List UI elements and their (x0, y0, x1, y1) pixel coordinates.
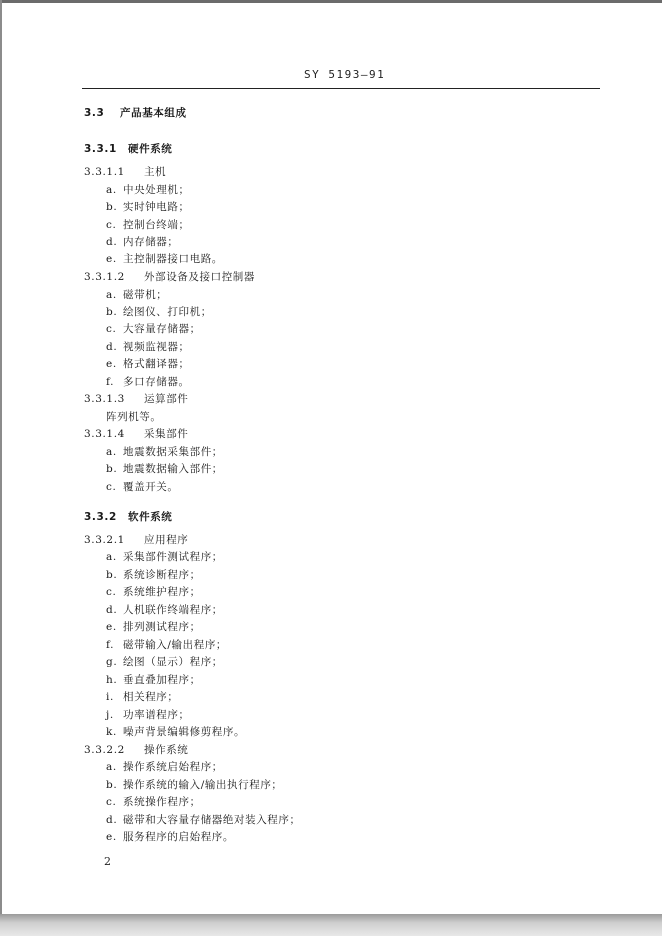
subsection-number: 3.3.1 (84, 143, 117, 155)
subsection-heading (84, 510, 172, 524)
list-letter: d. (106, 236, 118, 248)
list-item (106, 725, 245, 739)
clause-heading (84, 427, 188, 441)
list-letter: e. (106, 253, 117, 265)
list-text: 系统维护程序； (123, 586, 201, 598)
list-item (106, 585, 201, 599)
list-letter: b. (106, 463, 118, 475)
list-letter: f. (106, 376, 115, 388)
list-text: 排列测试程序； (123, 621, 201, 633)
list-letter: c. (106, 219, 117, 231)
list-text: 功率谱程序； (123, 709, 190, 721)
list-letter: h. (106, 674, 118, 686)
subsection-heading (84, 142, 172, 156)
clause-number: 3.3.2.2 (84, 744, 125, 756)
section-heading (84, 106, 187, 120)
clause-title: 运算部件 (144, 393, 189, 405)
list-text: 采集部件测试程序； (123, 551, 223, 563)
list-letter: j. (106, 709, 114, 721)
list-item (106, 655, 223, 669)
list-item (106, 183, 190, 197)
clause-title: 主机 (144, 166, 167, 178)
page-number: 2 (104, 855, 111, 868)
clause-number: 3.3.1.2 (84, 271, 125, 283)
list-text: 磁带输入/输出程序； (123, 639, 228, 651)
list-text: 绘图仪、打印机； (123, 306, 212, 318)
list-letter: e. (106, 831, 117, 843)
clause-heading (84, 270, 255, 284)
list-text: 操作系统的输入/输出执行程序； (123, 779, 283, 791)
list-text: 内存储器； (123, 236, 179, 248)
list-item (106, 445, 223, 459)
list-item (106, 252, 223, 266)
section-number: 3.3 (84, 107, 105, 119)
clause-heading (84, 533, 188, 547)
list-item (106, 550, 223, 564)
list-item (106, 357, 190, 371)
list-text: 主控制器接口电路。 (123, 253, 223, 265)
clause-number: 3.3.1.3 (84, 393, 125, 405)
clause-heading (84, 392, 188, 406)
list-letter: a. (106, 446, 117, 458)
clause-title: 外部设备及接口控制器 (144, 271, 255, 283)
list-letter: b. (106, 306, 118, 318)
list-item (106, 305, 212, 319)
list-item (106, 288, 167, 302)
list-text: 相关程序； (123, 691, 179, 703)
list-letter: e. (106, 358, 117, 370)
list-item (106, 795, 201, 809)
list-letter: a. (106, 761, 117, 773)
list-text: 覆盖开关。 (123, 481, 179, 493)
scan-edge-left (0, 0, 2, 914)
subsection-title: 软件系统 (128, 511, 173, 523)
standard-code-header: SY 5193—91 (304, 68, 386, 81)
section-title: 产品基本组成 (120, 107, 187, 119)
list-letter: k. (106, 726, 117, 738)
subsection-title: 硬件系统 (128, 143, 173, 155)
list-letter: d. (106, 341, 118, 353)
list-letter: d. (106, 604, 118, 616)
list-item (106, 480, 179, 494)
list-text: 系统诊断程序； (123, 569, 201, 581)
list-item (106, 778, 283, 792)
list-letter: g. (106, 656, 118, 668)
list-letter: a. (106, 289, 117, 301)
list-text: 垂直叠加程序； (123, 674, 201, 686)
list-text: 多口存储器。 (123, 376, 190, 388)
clause-title: 应用程序 (144, 534, 189, 546)
list-letter: a. (106, 551, 117, 563)
list-text: 操作系统启始程序； (123, 761, 223, 773)
list-letter: c. (106, 586, 117, 598)
list-item (106, 830, 234, 844)
header-rule (82, 88, 600, 89)
list-text: 大容量存储器； (123, 323, 201, 335)
clause-title: 采集部件 (144, 428, 189, 440)
list-letter: i. (106, 691, 114, 703)
list-item (106, 760, 223, 774)
list-letter: e. (106, 621, 117, 633)
list-text: 中央处理机； (123, 184, 190, 196)
clause-title: 操作系统 (144, 744, 189, 756)
list-item (106, 462, 223, 476)
list-item (106, 568, 201, 582)
list-text: 格式翻译器； (123, 358, 190, 370)
list-item (106, 603, 223, 617)
list-item (106, 638, 227, 652)
list-letter: a. (106, 184, 117, 196)
clause-number: 3.3.1.1 (84, 166, 125, 178)
list-text: 地震数据采集部件； (123, 446, 223, 458)
list-letter: b. (106, 779, 118, 791)
list-text: 噪声背景编辑修剪程序。 (123, 726, 246, 738)
list-letter: c. (106, 323, 117, 335)
list-text: 磁带机； (123, 289, 168, 301)
list-item (106, 620, 201, 634)
list-text: 服务程序的启始程序。 (123, 831, 234, 843)
list-text: 磁带和大容量存储器绝对装入程序； (123, 814, 301, 826)
list-item (106, 813, 301, 827)
scan-edge-top (0, 0, 662, 3)
list-letter: b. (106, 569, 118, 581)
subsection-number: 3.3.2 (84, 511, 117, 523)
list-item (106, 690, 179, 704)
list-letter: f. (106, 639, 115, 651)
list-text: 控制台终端； (123, 219, 190, 231)
list-letter: b. (106, 201, 118, 213)
body-text: 阵列机等。 (106, 411, 162, 423)
list-item (106, 235, 179, 249)
list-item (106, 375, 190, 389)
list-item (106, 322, 201, 336)
clause-number: 3.3.2.1 (84, 534, 125, 546)
list-text: 人机联作终端程序； (123, 604, 223, 616)
scan-edge-bottom (0, 914, 662, 936)
list-text: 地震数据输入部件； (123, 463, 223, 475)
clause-heading (84, 165, 166, 179)
list-item (106, 340, 190, 354)
list-text: 系统操作程序； (123, 796, 201, 808)
list-letter: c. (106, 796, 117, 808)
list-text: 绘图（显示）程序； (123, 656, 223, 668)
clause-heading (84, 743, 188, 757)
list-item (106, 708, 190, 722)
list-item (106, 200, 190, 214)
list-letter: d. (106, 814, 118, 826)
list-text: 实时钟电路； (123, 201, 190, 213)
list-letter: c. (106, 481, 117, 493)
clause-number: 3.3.1.4 (84, 428, 125, 440)
list-item (106, 218, 190, 232)
list-item (106, 673, 201, 687)
list-text: 视频监视器； (123, 341, 190, 353)
